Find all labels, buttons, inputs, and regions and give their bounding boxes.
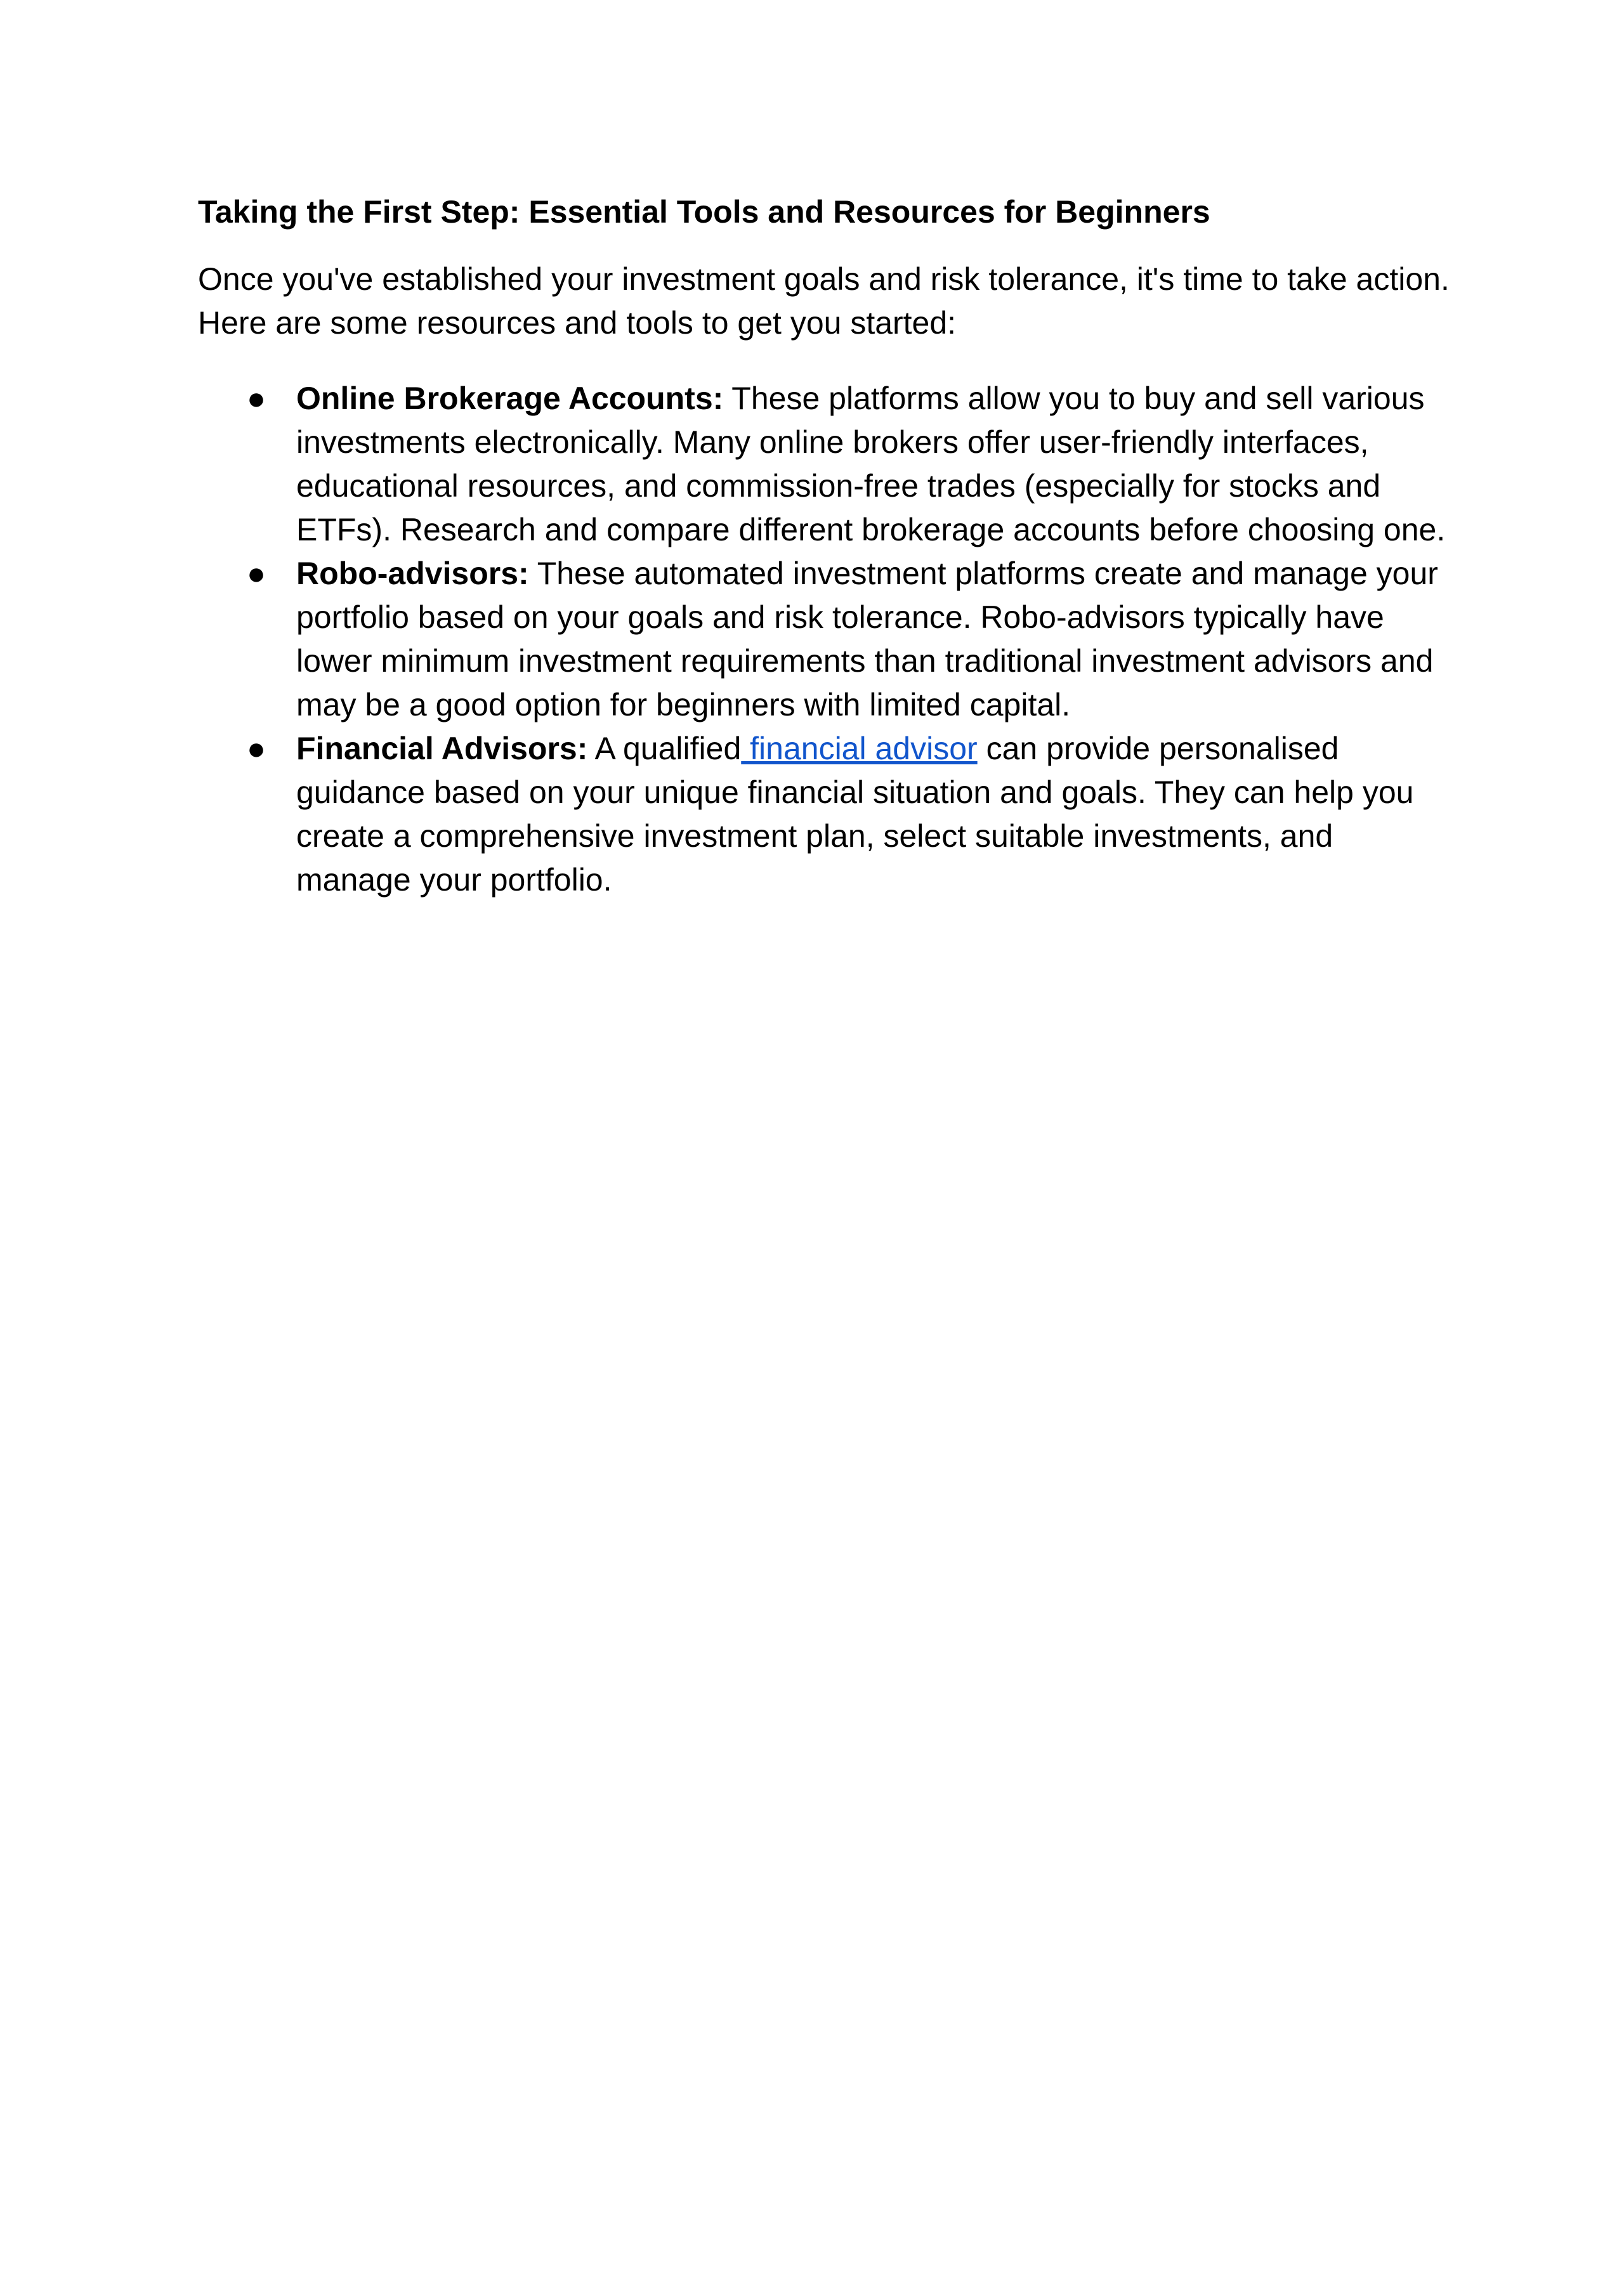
description-online-brokerage: These platforms allow you to buy and sell various investments electronically. Many online brokers offer user-friendly interfaces, educational resources, and commission-free trades (especially for stocks and ETFs). Research and compare different brokerage accounts before choosing one. [296, 381, 1446, 547]
description-financial-advisors-start: A qualified [587, 731, 742, 766]
section-heading: Taking the First Step: Essential Tools and Resources for Beginners [198, 194, 1210, 230]
list-item-financial-advisors [198, 727, 1454, 902]
term-online-brokerage: Online Brokerage Accounts: [296, 381, 724, 416]
bullet-icon: ● [246, 381, 266, 416]
description-financial-advisors-end: can provide personalised guidance based on your unique financial situation and goals. They can help you create a comprehensive investment plan, select suitable investments, and manage your portfolio. [296, 731, 1414, 898]
bullet-icon: ● [246, 556, 266, 591]
bullet-icon: ● [246, 731, 266, 766]
intro-paragraph: Once you've established your investment goals and risk tolerance, it's time to take action. Here are some resources and tools to get you started: [198, 261, 1450, 341]
document-content [198, 190, 1454, 902]
description-robo-advisors: These automated investment platforms create and manage your portfolio based on your goals and risk tolerance. Robo-advisors typically have lower minimum investment requirements than traditional investment advisors and may be a good option for beginners with limited capital. [296, 556, 1438, 722]
financial-advisor-link[interactable]: financial advisor [741, 731, 978, 766]
bullet-list [198, 377, 1454, 902]
list-item-online-brokerage [198, 377, 1454, 552]
term-robo-advisors: Robo-advisors: [296, 556, 529, 591]
list-item-robo-advisors [198, 552, 1454, 727]
term-financial-advisors: Financial Advisors: [296, 731, 588, 766]
